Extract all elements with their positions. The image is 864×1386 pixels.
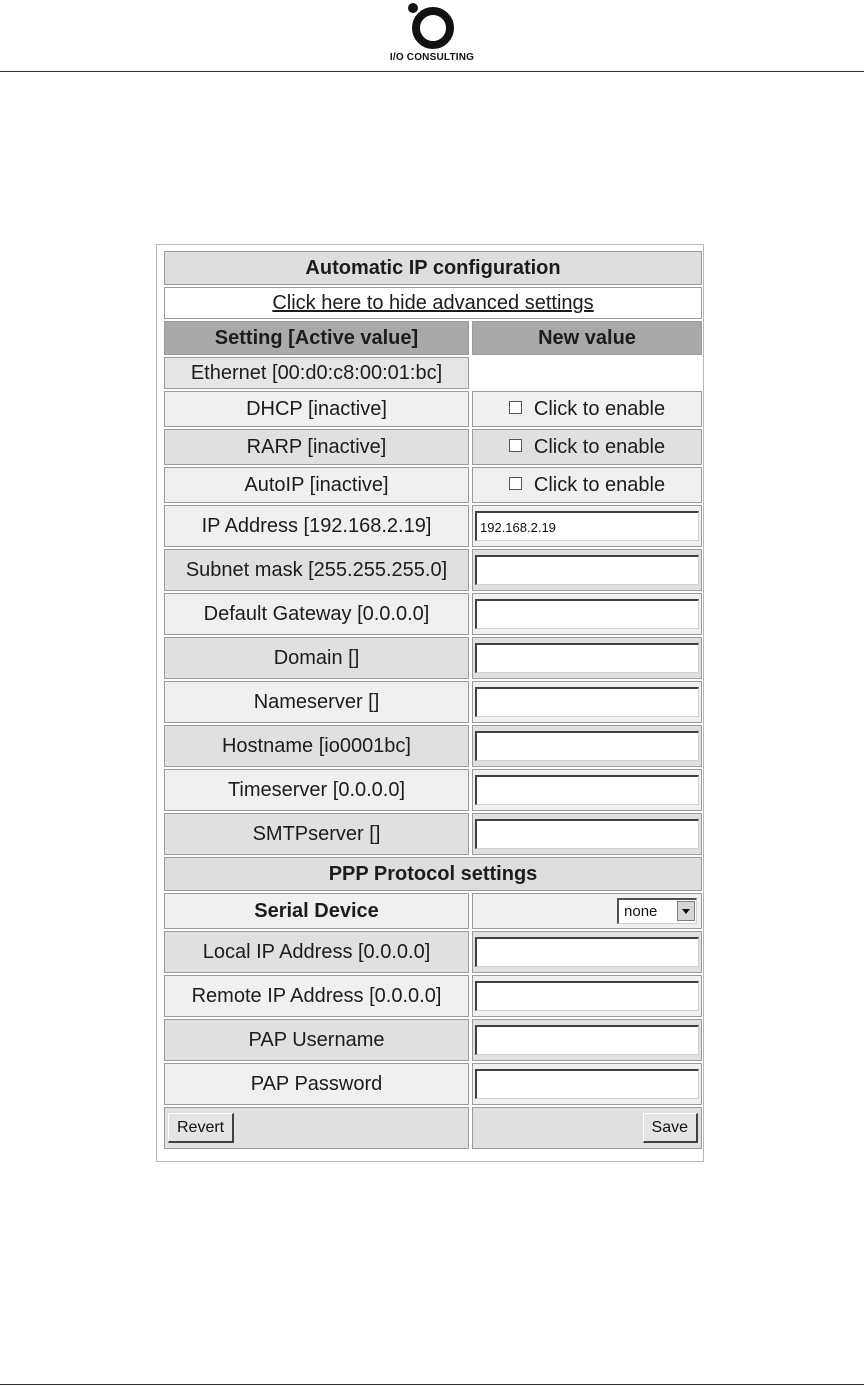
hostname-label: Hostname [io0001bc] xyxy=(164,725,469,767)
timeserver-row xyxy=(164,769,702,811)
company-logo xyxy=(370,0,494,70)
toggle-row xyxy=(164,287,702,319)
chevron-down-icon[interactable] xyxy=(677,901,695,921)
ppp-title-row xyxy=(164,857,702,891)
remote-ip-input[interactable] xyxy=(475,981,699,1011)
ethernet-label: Ethernet [00:d0:c8:00:01:bc] xyxy=(164,357,469,389)
hostname-input[interactable] xyxy=(475,731,699,761)
pap-username-row xyxy=(164,1019,702,1061)
dhcp-label: DHCP [inactive] xyxy=(164,391,469,427)
revert-button[interactable]: Revert xyxy=(168,1113,234,1143)
serial-device-label: Serial Device xyxy=(164,893,469,929)
domain-row xyxy=(164,637,702,679)
subnet-mask-row xyxy=(164,549,702,591)
nameserver-input[interactable] xyxy=(475,687,699,717)
remote-ip-row xyxy=(164,975,702,1017)
pap-username-label: PAP Username xyxy=(164,1019,469,1061)
smtpserver-input[interactable] xyxy=(475,819,699,849)
save-button[interactable]: Save xyxy=(643,1113,698,1143)
autoip-label: AutoIP [inactive] xyxy=(164,467,469,503)
pap-password-label: PAP Password xyxy=(164,1063,469,1105)
footer-divider xyxy=(0,1384,864,1385)
pap-password-row xyxy=(164,1063,702,1105)
smtpserver-label: SMTPserver [] xyxy=(164,813,469,855)
column-header-new-value: New value xyxy=(472,321,702,355)
timeserver-label: Timeserver [0.0.0.0] xyxy=(164,769,469,811)
dhcp-enable-checkbox[interactable] xyxy=(509,398,665,421)
hide-advanced-settings-link[interactable]: Click here to hide advanced settings xyxy=(272,291,594,314)
ip-address-input[interactable] xyxy=(475,511,699,541)
nameserver-label: Nameserver [] xyxy=(164,681,469,723)
column-header-setting: Setting [Active value] xyxy=(164,321,469,355)
remote-ip-label: Remote IP Address [0.0.0.0] xyxy=(164,975,469,1017)
local-ip-label: Local IP Address [0.0.0.0] xyxy=(164,931,469,973)
autoip-row xyxy=(164,467,702,503)
logo-text: I/O CONSULTING xyxy=(389,52,475,63)
timeserver-input[interactable] xyxy=(475,775,699,805)
serial-device-select[interactable] xyxy=(617,898,697,924)
ppp-title: PPP Protocol settings xyxy=(164,857,702,891)
local-ip-input[interactable] xyxy=(475,937,699,967)
config-title: Automatic IP configuration xyxy=(164,251,702,285)
pap-username-input[interactable] xyxy=(475,1025,699,1055)
ip-address-row xyxy=(164,505,702,547)
button-row xyxy=(164,1107,702,1149)
domain-input[interactable] xyxy=(475,643,699,673)
subnet-mask-input[interactable] xyxy=(475,555,699,585)
rarp-checkbox-label: Click to enable xyxy=(533,435,666,458)
header-divider xyxy=(0,71,864,72)
page-header xyxy=(0,0,864,75)
serial-device-row xyxy=(164,893,702,929)
checkbox-icon xyxy=(509,401,522,414)
serial-device-value: none xyxy=(624,903,658,920)
dhcp-checkbox-label: Click to enable xyxy=(533,397,666,420)
column-header-row xyxy=(164,321,702,355)
hostname-row xyxy=(164,725,702,767)
default-gateway-label: Default Gateway [0.0.0.0] xyxy=(164,593,469,635)
ip-config-table xyxy=(161,249,705,1151)
nameserver-row xyxy=(164,681,702,723)
ip-address-label: IP Address [192.168.2.19] xyxy=(164,505,469,547)
rarp-label: RARP [inactive] xyxy=(164,429,469,465)
pap-password-input[interactable] xyxy=(475,1069,699,1099)
rarp-enable-checkbox[interactable] xyxy=(509,436,665,459)
ip-config-panel xyxy=(156,244,704,1162)
autoip-enable-checkbox[interactable] xyxy=(509,474,665,497)
checkbox-icon xyxy=(509,439,522,452)
smtpserver-row xyxy=(164,813,702,855)
dhcp-row xyxy=(164,391,702,427)
subnet-mask-label: Subnet mask [255.255.255.0] xyxy=(164,549,469,591)
default-gateway-row xyxy=(164,593,702,635)
autoip-checkbox-label: Click to enable xyxy=(533,473,666,496)
config-title-row xyxy=(164,251,702,285)
checkbox-icon xyxy=(509,477,522,490)
ethernet-row xyxy=(164,357,702,389)
domain-label: Domain [] xyxy=(164,637,469,679)
rarp-row xyxy=(164,429,702,465)
local-ip-row xyxy=(164,931,702,973)
io-logo-icon xyxy=(402,0,462,52)
default-gateway-input[interactable] xyxy=(475,599,699,629)
